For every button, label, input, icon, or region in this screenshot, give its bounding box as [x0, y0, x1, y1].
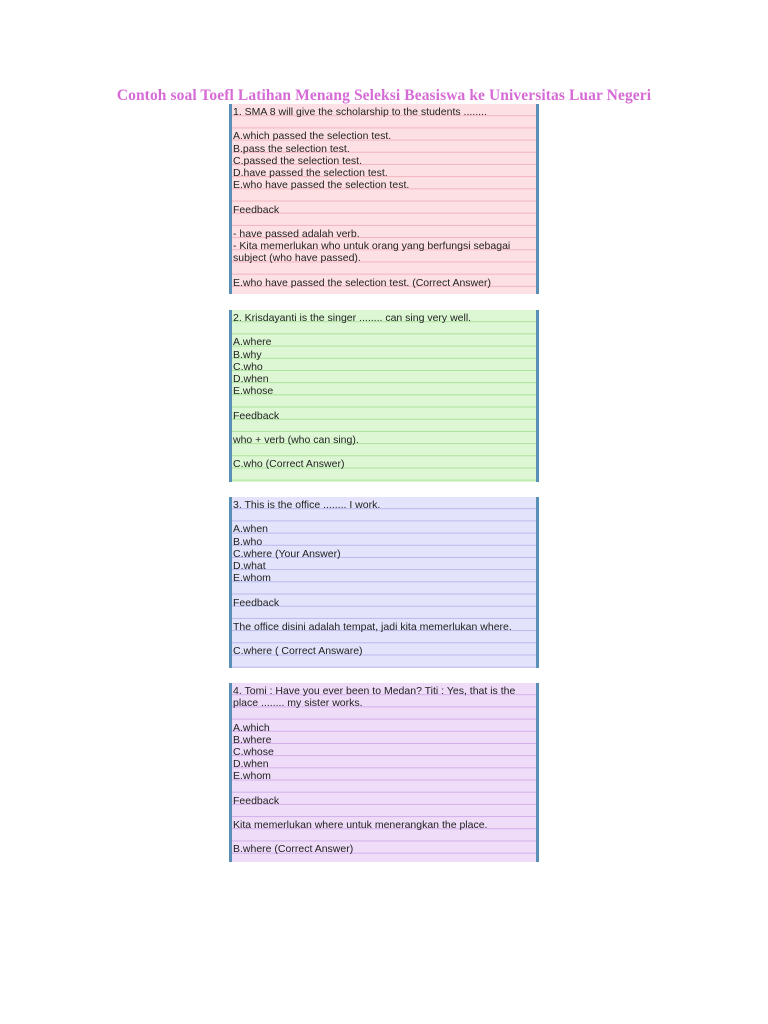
question-3-line: [233, 511, 536, 523]
question-1-line: 1. SMA 8 will give the scholarship to the students ........: [233, 106, 487, 118]
question-3-feedback-heading: Feedback: [233, 596, 280, 609]
question-3-option: E.whom: [233, 572, 271, 585]
question-2-line: [233, 446, 536, 458]
question-4-line: 4. Tomi : Have you ever been to Medan? Titi : Yes, that is the: [233, 685, 516, 697]
question-2-feedback-text: who + verb (who can sing).: [233, 433, 359, 446]
question-3-option: A.when: [233, 523, 269, 536]
question-4-feedback-text: Kita memerlukan where untuk menerangkan the place.: [233, 819, 488, 832]
question-card-1: [229, 104, 539, 294]
question-1-option: D.have passed the selection test.: [233, 166, 388, 179]
question-4-correct-answer: B.where (Correct Answer): [233, 843, 354, 856]
question-3-correct-answer: C.where ( Correct Answare): [233, 645, 363, 658]
question-4-line: place ........ my sister works.: [233, 697, 363, 710]
question-1-feedback-text: - have passed adalah verb.: [233, 227, 360, 240]
question-1-line: [233, 118, 536, 130]
question-2-line: [233, 397, 536, 409]
question-4-content: [233, 683, 536, 856]
question-3-line: [233, 609, 536, 621]
question-1-option: B.pass the selection test.: [233, 142, 350, 155]
question-3-content: [233, 497, 536, 657]
question-1-feedback-heading: Feedback: [233, 203, 280, 216]
question-2-line: 2. Krisdayanti is the singer ........ can sing very well.: [233, 312, 472, 324]
question-1-option: A.which passed the selection test.: [233, 130, 392, 143]
question-4-feedback-heading: Feedback: [233, 794, 280, 807]
question-4-line: [233, 709, 536, 721]
question-card-3: [229, 497, 539, 668]
question-2-correct-answer: C.who (Correct Answer): [233, 458, 345, 471]
question-1-content: [233, 104, 536, 289]
question-4-line: [233, 807, 536, 819]
question-4-option: E.whom: [233, 770, 271, 783]
question-2-option: E.whose: [233, 385, 274, 398]
question-card-4: [229, 683, 539, 862]
page-title: Contoh soal Toefl Latihan Menang Seleksi Beasiswa ke Universitas Luar Negeri: [116, 87, 652, 104]
question-1-option: C.passed the selection test.: [233, 154, 362, 167]
question-2-option: C.who: [233, 360, 263, 373]
question-1-line: [233, 216, 536, 228]
question-3-line: 3. This is the office ........ I work.: [233, 499, 381, 511]
question-1-line: [233, 191, 536, 203]
question-2-option: D.when: [233, 372, 269, 385]
question-1-correct-answer: E.who have passed the selection test. (Correct Answer): [233, 276, 491, 289]
question-2-feedback-heading: Feedback: [233, 409, 280, 422]
question-4-option: B.where: [233, 733, 272, 746]
question-4-option: A.which: [233, 721, 270, 734]
question-card-2: [229, 310, 539, 482]
question-3-option: C.where (Your Answer): [233, 547, 341, 560]
question-2-line: [233, 324, 536, 336]
question-1-feedback-text: - Kita memerlukan who untuk orang yang berfungsi sebagai: [233, 240, 511, 253]
question-4-option: D.when: [233, 758, 269, 771]
question-4-line: [233, 831, 536, 843]
question-3-option: D.what: [233, 559, 266, 572]
question-1-feedback-text: subject (who have passed).: [233, 252, 361, 265]
question-2-option: A.where: [233, 336, 272, 349]
question-2-line: [233, 422, 536, 434]
question-2-option: B.why: [233, 348, 262, 361]
question-4-option: C.whose: [233, 745, 274, 758]
question-1-option: E.who have passed the selection test.: [233, 179, 410, 192]
question-2-content: [233, 310, 536, 470]
question-3-feedback-text: The office disini adalah tempat, jadi kita memerlukan where.: [233, 620, 512, 633]
question-4-line: [233, 783, 536, 795]
question-1-line: [233, 264, 536, 276]
question-3-line: [233, 584, 536, 596]
question-3-line: [233, 633, 536, 645]
question-3-option: B.who: [233, 535, 263, 548]
